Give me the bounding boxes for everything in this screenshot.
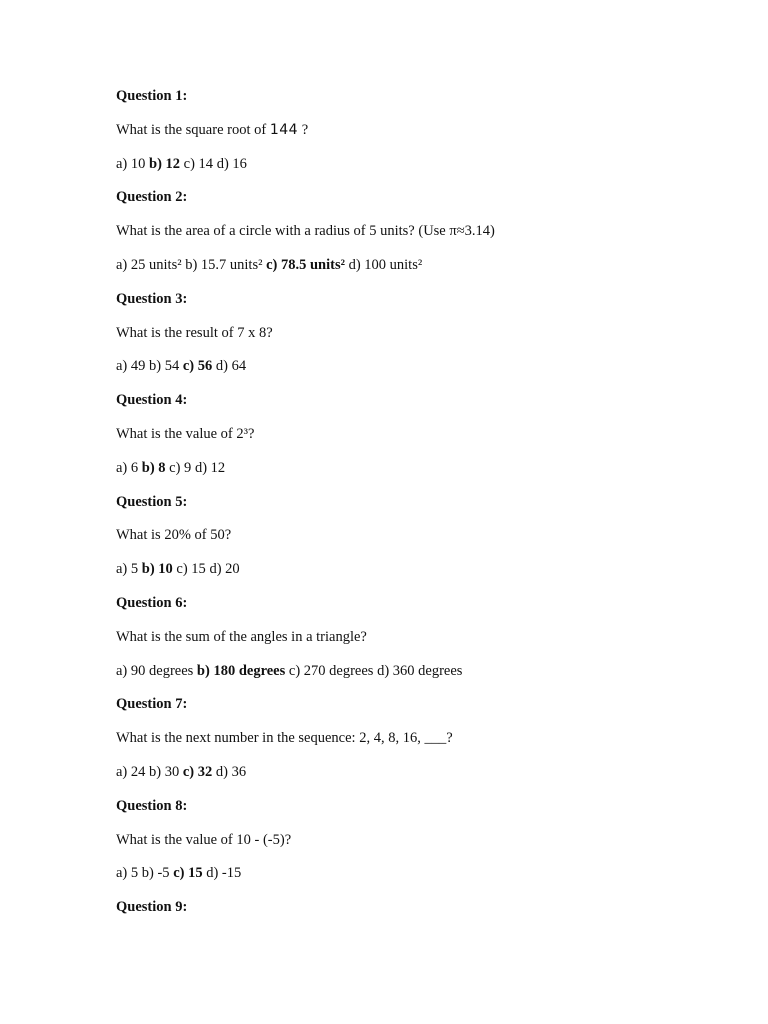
question-1-text-pre: What is the square root of: [116, 121, 270, 138]
quiz-document: [116, 82, 716, 927]
question-4-option-d: d) 12: [194, 459, 226, 476]
question-3-option-b: b) 54: [149, 358, 180, 375]
question-1-text-post: ?: [298, 121, 309, 138]
question-1-option-d: d) 16: [216, 155, 247, 172]
question-2-text: What is the area of a circle with a radius of 5 units? (Use π≈3.14): [116, 223, 495, 240]
question-8-text: What is the value of 10 - (-5)?: [116, 831, 292, 848]
question-3-heading: Question 3:: [116, 290, 188, 307]
question-7-option-c: c) 32: [182, 763, 213, 780]
question-8-option-a: a) 5: [116, 865, 139, 882]
question-4-heading: Question 4:: [116, 392, 188, 409]
question-4-options: [116, 454, 716, 488]
question-5-option-a: a) 5: [116, 561, 139, 578]
question-8-options: [116, 859, 716, 893]
question-8-heading: Question 8:: [116, 797, 188, 814]
question-7-options: [116, 758, 716, 792]
question-1-heading: Question 1:: [116, 88, 188, 104]
question-2-options: [116, 251, 716, 285]
question-8-option-d: d) -15: [206, 865, 242, 882]
question-7-heading: Question 7:: [116, 696, 188, 713]
question-2-heading: Question 2:: [116, 189, 188, 206]
question-6-option-b: b) 180 degrees: [196, 662, 286, 679]
question-3-options: [116, 352, 716, 386]
question-5-text: What is 20% of 50?: [116, 527, 232, 544]
question-1-option-a: a) 10: [116, 155, 146, 172]
question-6-options: [116, 657, 716, 691]
question-2-option-d: d) 100 units²: [348, 256, 423, 273]
question-5-option-c: c) 15: [176, 561, 206, 578]
question-7-text: What is the next number in the sequence: 2, 4, 8, 16, ___?: [116, 730, 453, 747]
question-5-option-d: d) 20: [209, 561, 240, 578]
question-8-option-b: b) -5: [141, 865, 170, 882]
question-6-option-a: a) 90 degrees: [116, 662, 194, 679]
question-5-options: [116, 555, 716, 589]
question-4-option-a: a) 6: [116, 459, 139, 476]
question-4-option-b: b) 8: [141, 459, 166, 476]
question-1-options: [116, 150, 716, 184]
question-6-option-c: c) 270 degrees: [288, 662, 374, 679]
question-7-option-d: d) 36: [215, 763, 247, 780]
question-6-option-d: d) 360 degrees: [377, 662, 463, 679]
question-7-option-a: a) 24: [116, 763, 146, 780]
question-5-option-b: b) 10: [141, 561, 173, 578]
question-5-heading: Question 5:: [116, 493, 188, 510]
question-3-option-a: a) 49: [116, 358, 146, 375]
question-4-option-c: c) 9: [169, 459, 192, 476]
question-2-option-a: a) 25 units²: [116, 256, 182, 273]
question-3-option-c: c) 56: [182, 358, 213, 375]
question-8-option-c: c) 15: [173, 865, 203, 882]
question-3-text: What is the result of 7 x 8?: [116, 324, 273, 341]
question-1-option-b: b) 12: [149, 155, 181, 172]
question-1-option-c: c) 14: [183, 155, 214, 172]
question-1-text: [116, 116, 716, 150]
question-1-math-value: 144: [269, 121, 299, 138]
question-6-heading: Question 6:: [116, 594, 188, 611]
question-7-option-b: b) 30: [149, 763, 180, 780]
question-6-text: What is the sum of the angles in a triangle?: [116, 628, 367, 645]
question-4-text: What is the value of 2³?: [116, 425, 255, 442]
question-2-option-b: b) 15.7 units²: [185, 256, 263, 273]
question-2-option-c: c) 78.5 units²: [266, 256, 345, 273]
question-3-option-d: d) 64: [215, 358, 247, 375]
question-9-heading: Question 9:: [116, 899, 188, 916]
